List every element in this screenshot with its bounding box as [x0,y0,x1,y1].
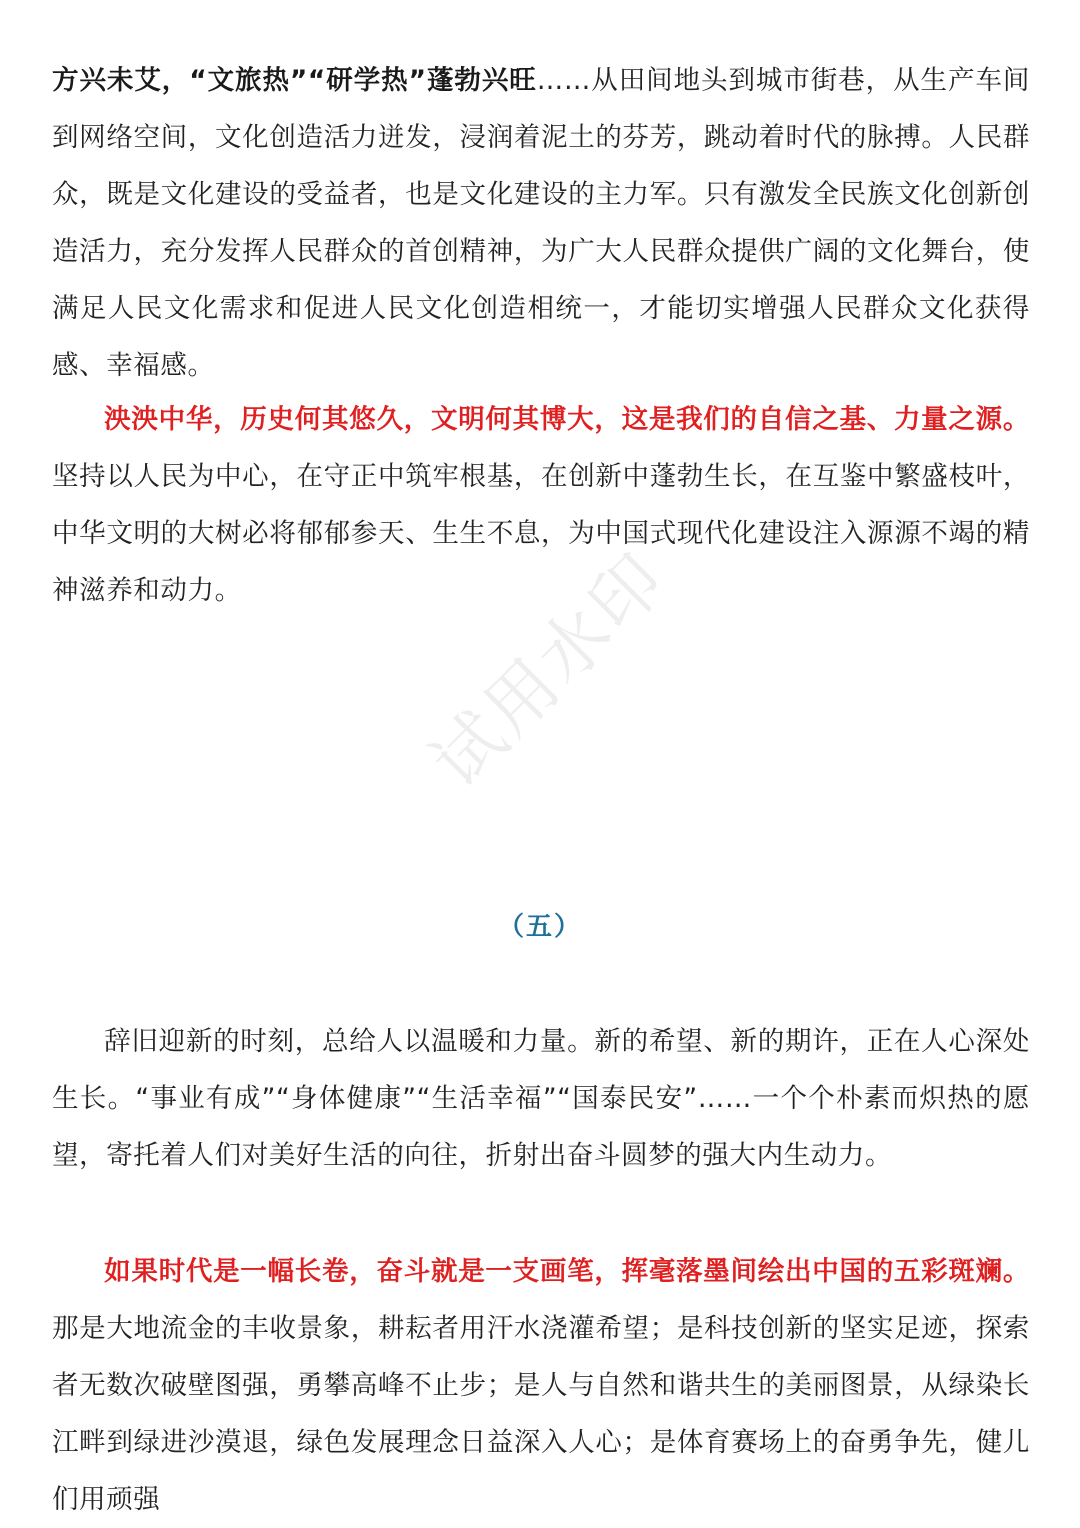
paragraph-bold-lead: 方兴未艾，“文旅热”“研学热”蓬勃兴旺 [52,65,537,96]
trial-watermark: 试用水印 [415,536,683,804]
section-heading: （五） [497,912,582,942]
paragraph-culture-vitality [52,52,1030,394]
paragraph-red-highlight: 如果时代是一幅长卷，奋斗就是一支画笔，挥毫落墨间绘出中国的五彩斑斓。 [104,1256,1030,1287]
paragraph-striving [52,1243,1030,1528]
paragraph-new-year [52,1013,1030,1184]
paragraph-body-text: ……从田间地头到城市街巷，从生产车间到网络空间，文化创造活力迸发，浸润着泥土的芬芳，跳动着时代的脉搏。人民群众，既是文化建设的受益者，也是文化建设的主力军。只有激发全民族文化创新创造活力，充分发挥人民群众的首创精神，为广大人民群众提供广阔的文化舞台，使满足人民文化需求和促进人民文化创造相统一，才能切实增强人民群众文化获得感、幸福感。 [52,65,1030,381]
paragraph-body-text: 坚持以人民为中心，在守正中筑牢根基，在创新中蓬勃生长，在互鉴中繁盛枝叶，中华文明的大树必将郁郁参天、生生不息，为中国式现代化建设注入源源不竭的精神滋养和动力。 [52,461,1030,606]
paragraph-body-text: 辞旧迎新的时刻，总给人以温暖和力量。新的希望、新的期许，正在人心深处生长。“事业有成”“身体健康”“生活幸福”“国泰民安”……一个个朴素而炽热的愿望，寄托着人们对美好生活的向往，折射出奋斗圆梦的强大内生动力。 [52,1026,1030,1171]
paragraph-body-text: 那是大地流金的丰收景象，耕耘者用汗水浇灌希望；是科技创新的坚实足迹，探索者无数次破壁图强，勇攀高峰不止步；是人与自然和谐共生的美丽图景，从绿染长江畔到绿进沙漠退，绿色发展理念日益深入人心；是体育赛场上的奋勇争先，健儿们用顽强 [52,1313,1030,1515]
paragraph-red-highlight: 泱泱中华，历史何其悠久，文明何其博大，这是我们的自信之基、力量之源。 [104,404,1030,435]
paragraph-civilization [52,391,1030,619]
